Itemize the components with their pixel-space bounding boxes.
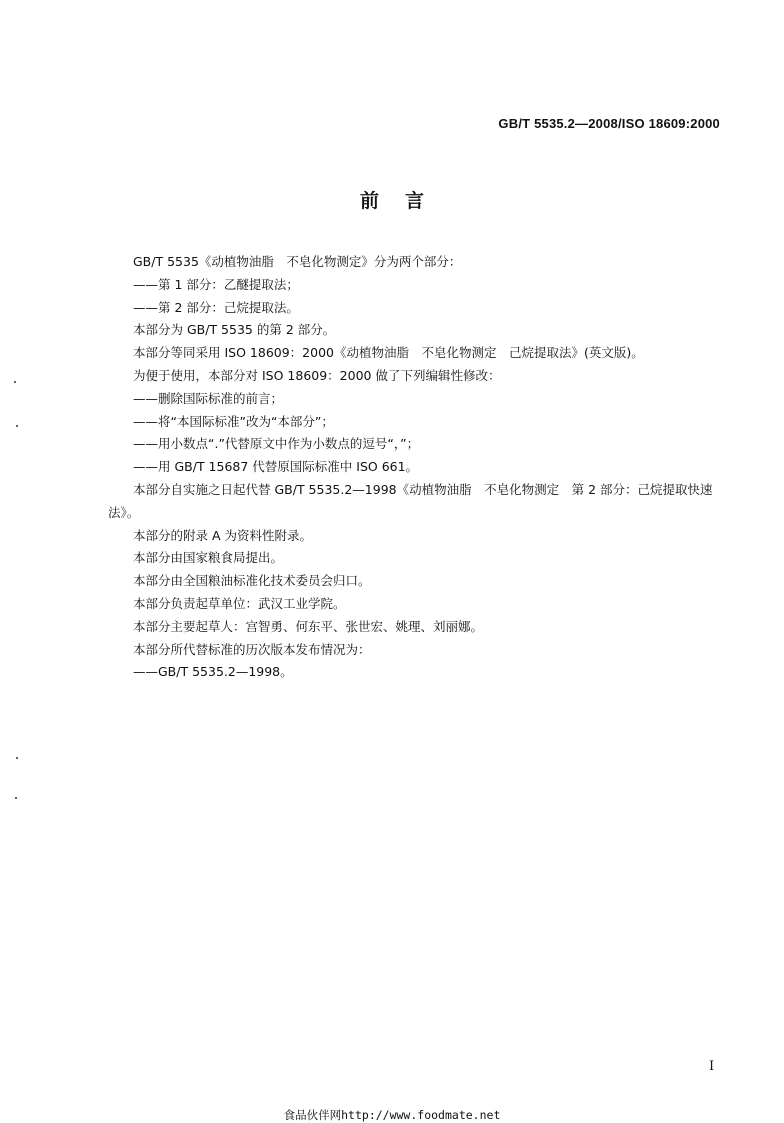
paragraph: 本部分由国家粮食局提出。 (133, 550, 284, 566)
list-item: ——用小数点“.”代替原文中作为小数点的逗号“，”； (133, 436, 420, 452)
scan-mark (15, 797, 17, 799)
paragraph: 为便于使用，本部分对 ISO 18609：2000 做了下列编辑性修改： (133, 367, 501, 383)
paragraph: 本部分为 GB/T 5535 的第 2 部分。 (133, 322, 336, 338)
paragraph: 本部分等同采用 ISO 18609：2000《动植物油脂 不皂化物测定 己烷提取法》(英文版)。 (133, 345, 644, 361)
list-item: ——用 GB/T 15687 代替原国际标准中 ISO 661。 (133, 459, 419, 475)
paragraph: 本部分自实施之日起代替 GB/T 5535.2—1998《动植物油脂 不皂化物测定 第 2 部分：己烷提取快速法》。 (108, 481, 713, 520)
page-title: 前言 (359, 190, 450, 212)
paragraph: 本部分的附录 A 为资料性附录。 (133, 527, 312, 543)
paragraph: 本部分所代替标准的历次版本发布情况为： (133, 641, 371, 657)
scan-mark (16, 757, 18, 759)
standard-code: GB/T 5535.2—2008/ISO 18609:2000 (498, 116, 720, 131)
list-item: ——将“本国际标准”改为“本部分”； (133, 413, 334, 429)
paragraph: 本部分负责起草单位：武汉工业学院。 (133, 595, 346, 611)
foreword-body (108, 251, 722, 684)
scan-mark (16, 425, 18, 427)
footer-watermark: 食品伙伴网http://www.foodmate.net (283, 1108, 501, 1122)
paragraph: GB/T 5535《动植物油脂 不皂化物测定》分为两个部分： (133, 254, 462, 269)
list-item: ——第 2 部分：己烷提取法。 (133, 299, 299, 315)
paragraph: 本部分主要起草人：宫智勇、何东平、张世宏、姚理、刘丽娜。 (133, 618, 484, 634)
scan-mark (14, 381, 16, 383)
list-item: ——第 1 部分：乙醚提取法； (133, 276, 299, 292)
paragraph: 本部分由全国粮油标准化技术委员会归口。 (133, 573, 371, 589)
list-item: ——GB/T 5535.2—1998。 (133, 664, 293, 680)
list-item: ——删除国际标准的前言； (133, 390, 284, 406)
page-number: I (709, 1059, 715, 1074)
